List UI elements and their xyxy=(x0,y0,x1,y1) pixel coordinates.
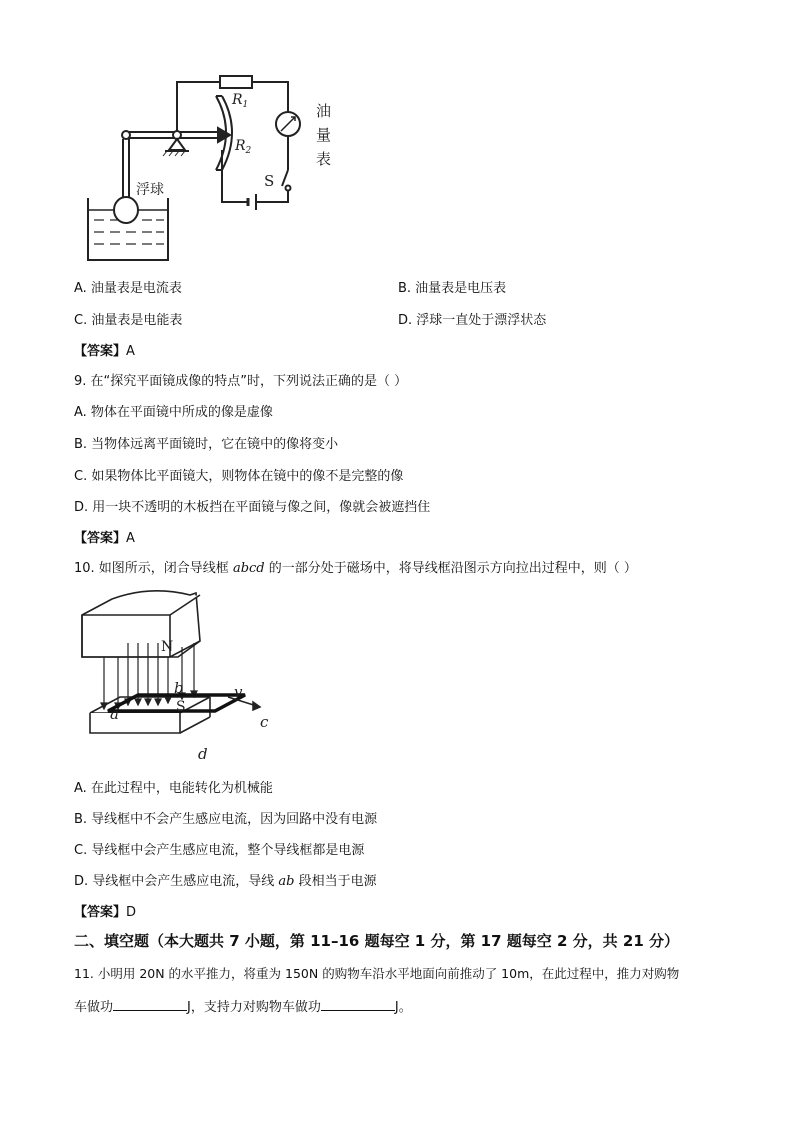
q9-option-a: A. 物体在平面镜中所成的像是虚像 xyxy=(74,405,273,420)
svg-text:b: b xyxy=(174,679,184,697)
q9-option-c: C. 如果物体比平面镜大，则物体在镜中的像不是完整的像 xyxy=(74,469,404,484)
svg-text:c: c xyxy=(260,713,269,731)
magnet-wire-frame-figure xyxy=(70,585,290,770)
q10-option-a: A. 在此过程中，电能转化为机械能 xyxy=(74,781,273,796)
section-2-title: 二、填空题（本大题共 7 小题，第 11–16 题每空 1 分，第 17 题每空 2 分，共 21 分） xyxy=(74,932,679,950)
svg-text:d: d xyxy=(198,745,208,763)
float-ball xyxy=(114,197,138,223)
q11-blank-1[interactable] xyxy=(113,998,187,1011)
q10-option-c: C. 导线框中会产生感应电流，整个导线框都是电源 xyxy=(74,843,365,858)
svg-text:a: a xyxy=(110,705,119,723)
q11-blank-2[interactable] xyxy=(321,998,395,1011)
q10-option-d: D. 导线框中会产生感应电流，导线 ab 段相当于电源 xyxy=(74,874,377,889)
svg-text:S: S xyxy=(176,699,186,715)
q10-option-b: B. 导线框中不会产生感应电流，因为回路中没有电源 xyxy=(74,812,378,827)
q10-stem: 10. 如图所示，闭合导线框 abcd 的一部分处于磁场中，将导线框沿图示方向拉出过程中，则（ ） xyxy=(74,561,637,576)
svg-text:表: 表 xyxy=(316,150,332,168)
oil-gauge-circuit-figure xyxy=(60,60,350,270)
switch-s xyxy=(282,170,288,186)
svg-text:R2: $R_2$ xyxy=(235,138,252,156)
q8-option-b: B. 油量表是电压表 xyxy=(398,281,507,296)
q9-stem: 9. 在“探究平面镜成像的特点”时，下列说法正确的是（ ） xyxy=(74,374,408,389)
q8-option-c: C. 油量表是电能表 xyxy=(74,313,183,328)
q11-line2: 车做功 J，支持力对购物车做功 J。 xyxy=(74,1000,412,1015)
q9-option-d: D. 用一块不透明的木板挡在平面镜与像之间，像就会被遮挡住 xyxy=(74,500,431,515)
svg-text:v: v xyxy=(234,683,243,701)
q10-answer: 【答案】D xyxy=(74,905,137,920)
svg-text:N: N xyxy=(161,639,174,655)
svg-text:R1: $R_1$ xyxy=(232,92,249,110)
svg-text:量: 量 xyxy=(316,126,332,144)
q8-option-d: D. 浮球一直处于漂浮状态 xyxy=(398,313,547,328)
q8-option-a: A. 油量表是电流表 xyxy=(74,281,182,296)
svg-text:油: 油 xyxy=(316,102,332,120)
q9-option-b: B. 当物体远离平面镜时，它在镜中的像将变小 xyxy=(74,437,339,452)
q9-answer: 【答案】A xyxy=(74,531,135,546)
svg-text:浮球: 浮球 xyxy=(136,182,164,198)
q8-answer: 【答案】A xyxy=(74,344,135,359)
resistor-r1 xyxy=(220,76,252,88)
svg-text:S: S xyxy=(264,172,275,190)
q11-line1: 11. 小明用 20N 的水平推力，将重为 150N 的购物车沿水平地面向前推动了 10m，在此过程中，推力对购物 xyxy=(74,966,680,981)
